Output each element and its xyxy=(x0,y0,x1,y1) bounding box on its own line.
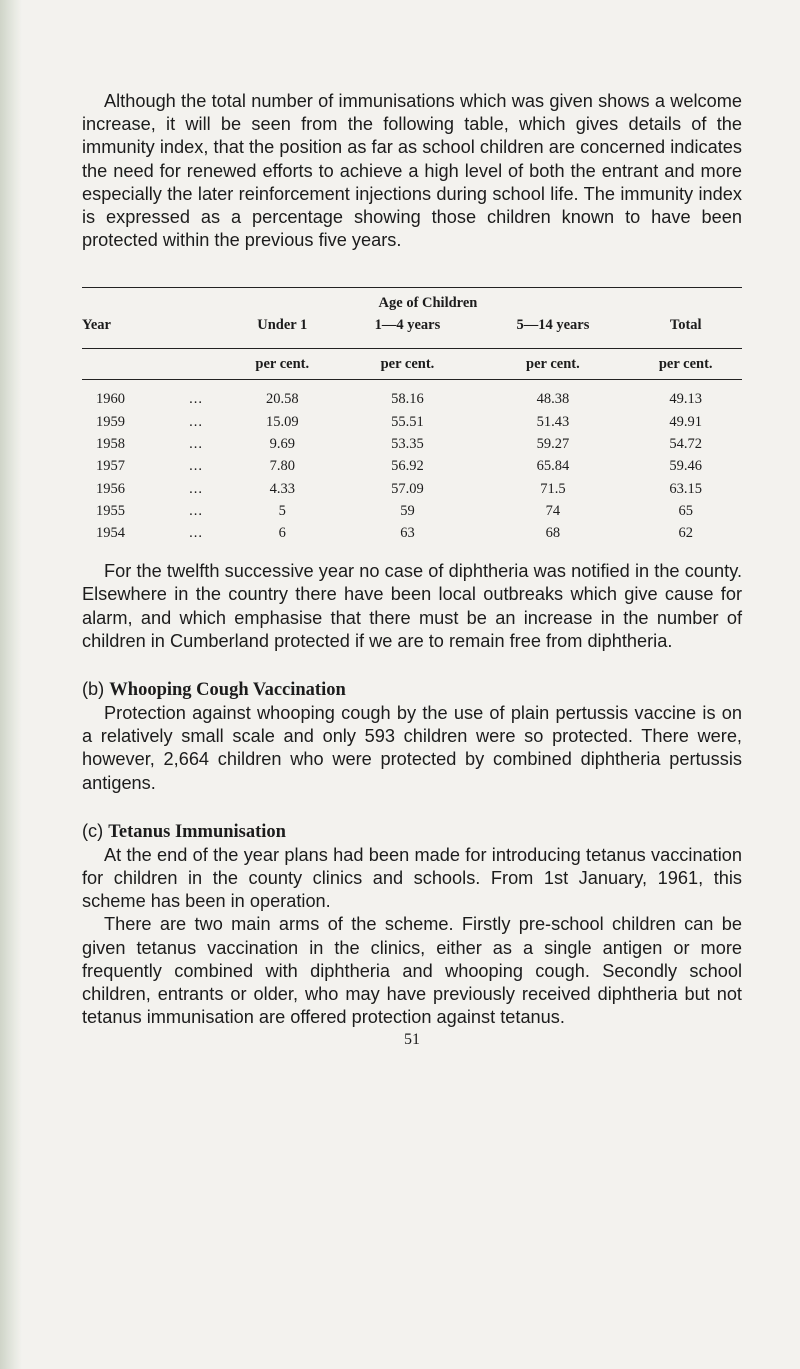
leader-dots: ... xyxy=(189,391,203,408)
leader-dots: ... xyxy=(189,480,203,497)
page-edge-shadow xyxy=(0,0,22,1369)
cell-age-1-4: 56.92 xyxy=(391,458,424,475)
table-row xyxy=(82,523,742,545)
whooping-cough-paragraph: Protection against whooping cough by the use of plain pertussis vaccine is on a relatively small scale and only 593 children were so protected. There were, however, 2,664 children who were protected by combined diphtheria pertussis antigens. xyxy=(82,702,742,793)
cell-age-1-4: 58.16 xyxy=(391,391,424,408)
cell-total: 49.13 xyxy=(669,391,703,408)
leader-dots: ... xyxy=(189,503,203,520)
unit-under1: per cent. xyxy=(226,349,339,380)
cell-year: 1955 xyxy=(96,503,125,520)
cell-year: 1956 xyxy=(96,480,125,497)
cell-under1: 5 xyxy=(278,503,286,520)
cell-age-5-14: 48.38 xyxy=(536,391,570,408)
cell-age-1-4: 63 xyxy=(400,525,415,542)
cell-age-1-4: 59 xyxy=(400,503,415,520)
cell-age-5-14: 59.27 xyxy=(536,435,570,452)
cell-year: 1957 xyxy=(96,458,125,475)
age-group-header: Age of Children xyxy=(339,288,630,313)
unit-age-1-4: per cent. xyxy=(339,349,477,380)
col-header-total: Total xyxy=(629,312,742,349)
section-label: (c) xyxy=(82,820,104,841)
table-row xyxy=(82,500,742,522)
col-header-year: Year xyxy=(82,312,166,349)
intro-paragraph: Although the total number of immunisations which was given shows a welcome increase, it will be seen from the following table, which gives details of the immunity index, that the position as far as school children are concerned indicates the need for renewed efforts to achieve a high level of both the entrant and more especially the later reinforcement injections during school life. The immunity index is expressed as a percentage showing those children known to have been protected within the previous five years. xyxy=(82,91,742,251)
cell-age-1-4: 55.51 xyxy=(391,413,424,430)
tetanus-heading xyxy=(82,820,742,844)
table-row xyxy=(82,478,742,500)
cell-year: 1954 xyxy=(96,525,125,542)
cell-under1: 4.33 xyxy=(269,480,295,497)
col-header-under1: Under 1 xyxy=(226,312,339,349)
cell-age-5-14: 74 xyxy=(545,503,561,520)
cell-total: 65 xyxy=(678,503,693,520)
cell-total: 59.46 xyxy=(669,458,703,475)
cell-year: 1959 xyxy=(96,413,125,430)
cell-age-5-14: 71.5 xyxy=(540,480,566,497)
cell-age-5-14: 65.84 xyxy=(536,458,570,475)
cell-total: 62 xyxy=(678,525,693,542)
leader-dots: ... xyxy=(189,413,203,430)
table-row xyxy=(82,411,742,433)
leader-dots: ... xyxy=(189,525,203,542)
immunity-index-table-container xyxy=(82,287,742,545)
table-row xyxy=(82,380,742,411)
cell-under1: 6 xyxy=(278,525,286,542)
tetanus-paragraph-2: There are two main arms of the scheme. Firstly pre-school children can be given tetanus vaccination in the clinics, either as a single antigen or more frequently combined with diphtheria and whooping cough. Secondly school children, entrants or older, who may have previously received diphtheria but not tetanus immunisation are offered protection against tetanus. xyxy=(82,914,742,1028)
table-row xyxy=(82,456,742,478)
cell-under1: 7.80 xyxy=(269,458,295,475)
cell-under1: 9.69 xyxy=(269,435,295,452)
diphtheria-paragraph: For the twelfth successive year no case of diphtheria was notified in the county. Elsewhere in the country there have been local outbreaks which give cause for alarm, and which emphasise that there must be an increase in the number of children in Cumberland protected if we are to remain free from diphtheria. xyxy=(82,561,742,651)
cell-total: 63.15 xyxy=(669,480,703,497)
table-row xyxy=(82,433,742,455)
section-title: Whooping Cough Vaccination xyxy=(109,679,346,700)
leader-dots: ... xyxy=(189,458,203,475)
cell-age-1-4: 57.09 xyxy=(391,480,424,497)
cell-under1: 20.58 xyxy=(265,391,299,408)
col-header-age-1-4: 1—4 years xyxy=(339,312,477,349)
leader-dots: ... xyxy=(189,435,203,452)
cell-total: 49.91 xyxy=(669,413,703,430)
unit-age-5-14: per cent. xyxy=(476,349,629,380)
cell-under1: 15.09 xyxy=(265,413,299,430)
page-number: 51 xyxy=(404,1031,420,1049)
cell-year: 1960 xyxy=(96,391,125,408)
cell-age-5-14: 51.43 xyxy=(536,413,570,430)
whooping-cough-heading xyxy=(82,678,742,702)
unit-total: per cent. xyxy=(629,349,742,380)
immunity-index-table xyxy=(82,287,742,545)
col-header-age-5-14: 5—14 years xyxy=(476,312,629,349)
tetanus-paragraph-1: At the end of the year plans had been made for introducing tetanus vaccination for children in the county clinics and schools. From 1st January, 1961, this scheme has been in operation. xyxy=(82,844,742,912)
document-page xyxy=(82,90,742,1049)
cell-year: 1958 xyxy=(96,435,125,452)
section-title: Tetanus Immunisation xyxy=(108,821,286,842)
cell-age-5-14: 68 xyxy=(545,525,561,542)
cell-age-1-4: 53.35 xyxy=(391,435,424,452)
section-label: (b) xyxy=(82,678,105,699)
cell-total: 54.72 xyxy=(669,435,703,452)
